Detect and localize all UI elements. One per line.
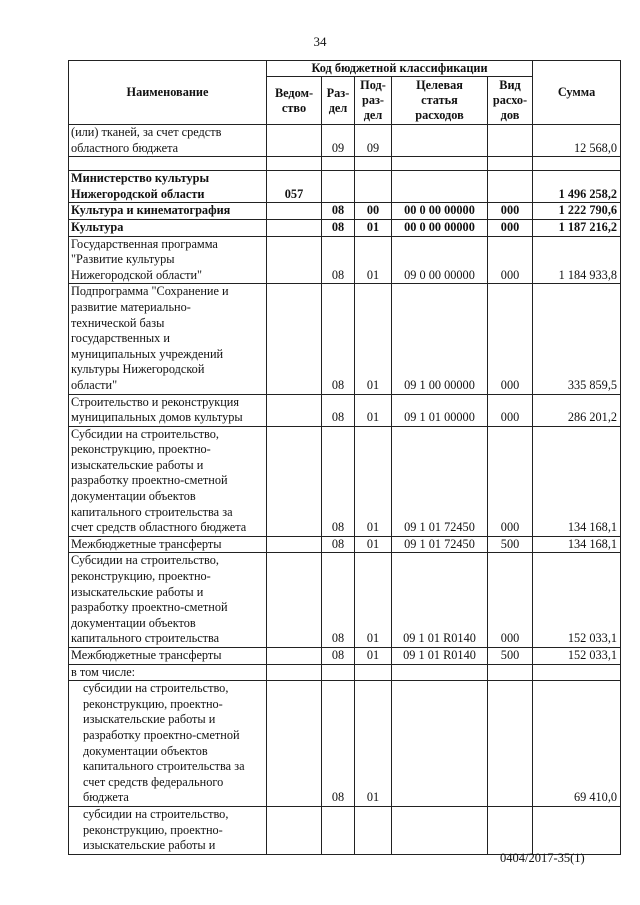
row-razdel: 08 [322, 426, 355, 536]
row-cst: 09 1 01 00000 [392, 394, 488, 426]
row-sum [533, 664, 621, 681]
row-vr: 000 [488, 236, 533, 284]
row-vr: 000 [488, 394, 533, 426]
row-cst: 09 1 01 72450 [392, 536, 488, 553]
row-name: Строительство и реконструкция муниципальных домов культуры [69, 394, 267, 426]
col-header-sum: Сумма [533, 61, 621, 125]
row-podrazdel [355, 171, 392, 203]
col-header-group: Код бюджетной классификации [267, 61, 533, 77]
row-sum: 286 201,2 [533, 394, 621, 426]
col-header-vr: Вид расхо- дов [488, 77, 533, 125]
row-ved [267, 125, 322, 157]
row-ved [267, 203, 322, 220]
row-ved: 057 [267, 171, 322, 203]
row-ved [267, 681, 322, 807]
row-cst [392, 171, 488, 203]
table-row [69, 553, 621, 648]
row-name: Государственная программа "Развитие культуры Нижегородской области" [69, 236, 267, 284]
row-podrazdel: 01 [355, 681, 392, 807]
row-ved [267, 236, 322, 284]
row-vr: 500 [488, 536, 533, 553]
spacer-row [69, 157, 621, 171]
row-name: Межбюджетные трансферты [69, 648, 267, 665]
row-name: Культура [69, 219, 267, 236]
row-razdel: 09 [322, 125, 355, 157]
row-cst [392, 125, 488, 157]
row-cst [392, 664, 488, 681]
col-header-razdel: Раз- дел [322, 77, 355, 125]
row-ved [267, 219, 322, 236]
table-row [69, 648, 621, 665]
row-name: Подпрограмма "Сохранение и развитие материально- технической базы государственных и муниципальных учреждений культуры Нижегородской области" [69, 284, 267, 394]
row-ved [267, 648, 322, 665]
table-row [69, 806, 621, 854]
table-row [69, 394, 621, 426]
table-row [69, 236, 621, 284]
row-razdel [322, 664, 355, 681]
row-name: субсидии на строительство, реконструкцию, проектно- изыскательские работы и [69, 806, 267, 854]
row-vr [488, 171, 533, 203]
row-vr [488, 681, 533, 807]
row-name: Субсидии на строительство, реконструкцию, проектно- изыскательские работы и разработку проектно-сметной документации объектов капитального строительства за счет средств областного бюджета [69, 426, 267, 536]
row-sum: 1 187 216,2 [533, 219, 621, 236]
row-sum: 12 568,0 [533, 125, 621, 157]
row-razdel: 08 [322, 681, 355, 807]
row-sum: 335 859,5 [533, 284, 621, 394]
row-podrazdel: 00 [355, 203, 392, 220]
row-sum: 1 184 933,8 [533, 236, 621, 284]
row-podrazdel: 01 [355, 284, 392, 394]
row-ved [267, 664, 322, 681]
row-cst: 09 0 00 00000 [392, 236, 488, 284]
col-header-cst: Целевая статья расходов [392, 77, 488, 125]
row-razdel: 08 [322, 236, 355, 284]
row-podrazdel: 01 [355, 394, 392, 426]
row-vr [488, 125, 533, 157]
table-row [69, 536, 621, 553]
row-podrazdel: 01 [355, 648, 392, 665]
row-cst: 09 1 01 R0140 [392, 553, 488, 648]
row-name: (или) тканей, за счет средств областного бюджета [69, 125, 267, 157]
row-sum: 1 222 790,6 [533, 203, 621, 220]
row-name: Культура и кинематография [69, 203, 267, 220]
row-cst: 00 0 00 00000 [392, 219, 488, 236]
row-name: Межбюджетные трансферты [69, 536, 267, 553]
row-vr [488, 664, 533, 681]
col-header-podrazdel: Под- раз- дел [355, 77, 392, 125]
row-ved [267, 536, 322, 553]
table-row [69, 284, 621, 394]
row-vr: 000 [488, 284, 533, 394]
budget-table [68, 60, 621, 855]
row-razdel: 08 [322, 536, 355, 553]
row-podrazdel: 01 [355, 219, 392, 236]
row-razdel: 08 [322, 203, 355, 220]
row-sum: 1 496 258,2 [533, 171, 621, 203]
row-sum: 134 168,1 [533, 536, 621, 553]
row-cst: 00 0 00 00000 [392, 203, 488, 220]
row-cst: 09 1 01 R0140 [392, 648, 488, 665]
row-ved [267, 553, 322, 648]
col-header-name: Наименование [69, 61, 267, 125]
row-sum: 134 168,1 [533, 426, 621, 536]
table-row [69, 219, 621, 236]
row-vr: 000 [488, 203, 533, 220]
row-ved [267, 426, 322, 536]
document-code: 0404/2017-35(1) [500, 851, 585, 865]
row-razdel [322, 806, 355, 854]
row-ved [267, 394, 322, 426]
row-razdel [322, 171, 355, 203]
row-sum: 69 410,0 [533, 681, 621, 807]
row-sum [533, 806, 621, 854]
row-podrazdel [355, 664, 392, 681]
row-vr [488, 806, 533, 854]
row-cst [392, 806, 488, 854]
table-row [69, 125, 621, 157]
row-podrazdel: 01 [355, 426, 392, 536]
row-vr: 000 [488, 219, 533, 236]
table-row [69, 664, 621, 681]
row-ved [267, 284, 322, 394]
row-podrazdel: 01 [355, 236, 392, 284]
row-podrazdel: 01 [355, 553, 392, 648]
row-vr: 500 [488, 648, 533, 665]
row-podrazdel [355, 806, 392, 854]
row-sum: 152 033,1 [533, 553, 621, 648]
row-ved [267, 806, 322, 854]
table-row [69, 203, 621, 220]
row-name: Министерство культуры Нижегородской области [69, 171, 267, 203]
table-row [69, 681, 621, 807]
row-razdel: 08 [322, 284, 355, 394]
row-sum: 152 033,1 [533, 648, 621, 665]
row-podrazdel: 09 [355, 125, 392, 157]
row-podrazdel: 01 [355, 536, 392, 553]
row-vr: 000 [488, 426, 533, 536]
col-header-ved: Ведом- ство [267, 77, 322, 125]
row-cst: 09 1 01 72450 [392, 426, 488, 536]
row-cst [392, 681, 488, 807]
row-razdel: 08 [322, 553, 355, 648]
table-row [69, 171, 621, 203]
row-name: Субсидии на строительство, реконструкцию, проектно- изыскательские работы и разработку проектно-сметной документации объектов капитального строительства [69, 553, 267, 648]
row-name: субсидии на строительство, реконструкцию, проектно- изыскательские работы и разработку проектно-сметной документации объектов капитального строительства за счет средств федерального бюджета [69, 681, 267, 807]
row-razdel: 08 [322, 394, 355, 426]
page-number: 34 [313, 34, 327, 49]
row-cst: 09 1 00 00000 [392, 284, 488, 394]
row-name: в том числе: [69, 664, 267, 681]
row-razdel: 08 [322, 219, 355, 236]
row-vr: 000 [488, 553, 533, 648]
table-row [69, 426, 621, 536]
row-razdel: 08 [322, 648, 355, 665]
